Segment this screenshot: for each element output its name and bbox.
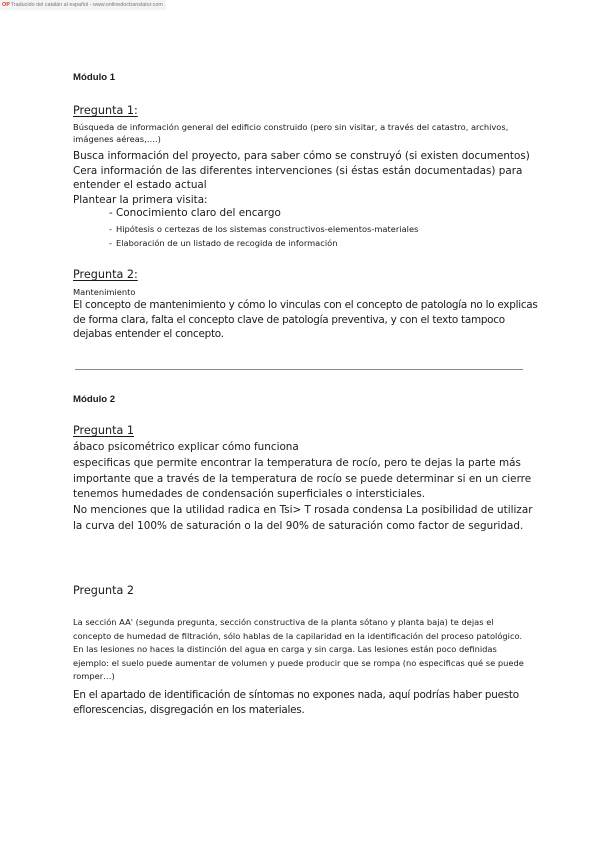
m2-question-2-heading: Pregunta 2: [73, 584, 134, 597]
list-item: - Elaboración de un listado de recogida de información: [109, 238, 337, 248]
m2-q1-body-1: especificas que permite encontrar la temperatura de rocío, pero te dejas la parte más importante que a través de la temperatura de rocío se puede determinar si en un cierre tenemos humedades de condensación superficiales o intersticiales.: [73, 457, 532, 501]
m1-question-2-heading: Pregunta 2:: [73, 268, 138, 281]
m1-q1-plan-label: Plantear la primera visita:: [73, 194, 208, 206]
m2-question-1-heading: Pregunta 1: [73, 424, 134, 437]
translator-banner: [0, 0, 166, 10]
module-1-title: Módulo 1: [73, 72, 116, 83]
m1-q1-body: Busca información del proyecto, para saber cómo se construyó (si existen documentos) Cera información de las diferentes intervenciones (si éstas están documentadas) para entender el estado actual: [73, 150, 530, 192]
m1-q2-sub: Mantenimiento: [73, 287, 136, 297]
translator-banner-text: Traducido del catalán al español - www.onlinedoctranslator.com: [10, 2, 163, 8]
section-divider: [75, 369, 523, 370]
m2-q1-body-2: No menciones que la utilidad radica en Tsi> T rosada condensa La posibilidad de utilizar la curva del 100% de saturación o la del 90% de saturación como factor de seguridad.: [73, 504, 533, 532]
list-item: - Hipótesis o certezas de los sistemas constructivos-elementos-materiales: [109, 224, 418, 234]
list-item: - Conocimiento claro del encargo: [109, 207, 281, 219]
m2-q2-small: La sección AA' (segunda pregunta, sección constructiva de la planta sótano y planta baja) te dejas el concepto de humedad de filtración, sólo hablas de la capilaridad en la identificación del proceso patológico. En las lesiones no haces la distinción del agua en carga y sin carga. Las lesiones están poco definidas ejemplo: el suelo puede aumentar de volumen y puede producir que se rompa (no especificas qué se puede romper…): [73, 617, 524, 682]
m1-q2-body: El concepto de mantenimiento y cómo lo vinculas con el concepto de patología no lo explicas de forma clara, falta el concepto clave de patología preventiva, y con el texto tampoco dejabas entender el concepto.: [73, 299, 538, 341]
m1-question-1-heading: Pregunta 1:: [73, 104, 138, 117]
module-2-title: Módulo 2: [73, 394, 116, 405]
translator-logo: OP: [2, 2, 10, 8]
m2-q1-sub: ábaco psicométrico explicar cómo funciona: [73, 441, 299, 453]
m1-q1-intro: Búsqueda de información general del edificio construido (pero sin visitar, a través del catastro, archivos, imágenes aéreas,….): [73, 122, 509, 145]
m2-q2-body: En el apartado de identificación de síntomas no expones nada, aquí podrías haber puesto eflorescencias, disgregación en los materiales.: [73, 689, 519, 716]
